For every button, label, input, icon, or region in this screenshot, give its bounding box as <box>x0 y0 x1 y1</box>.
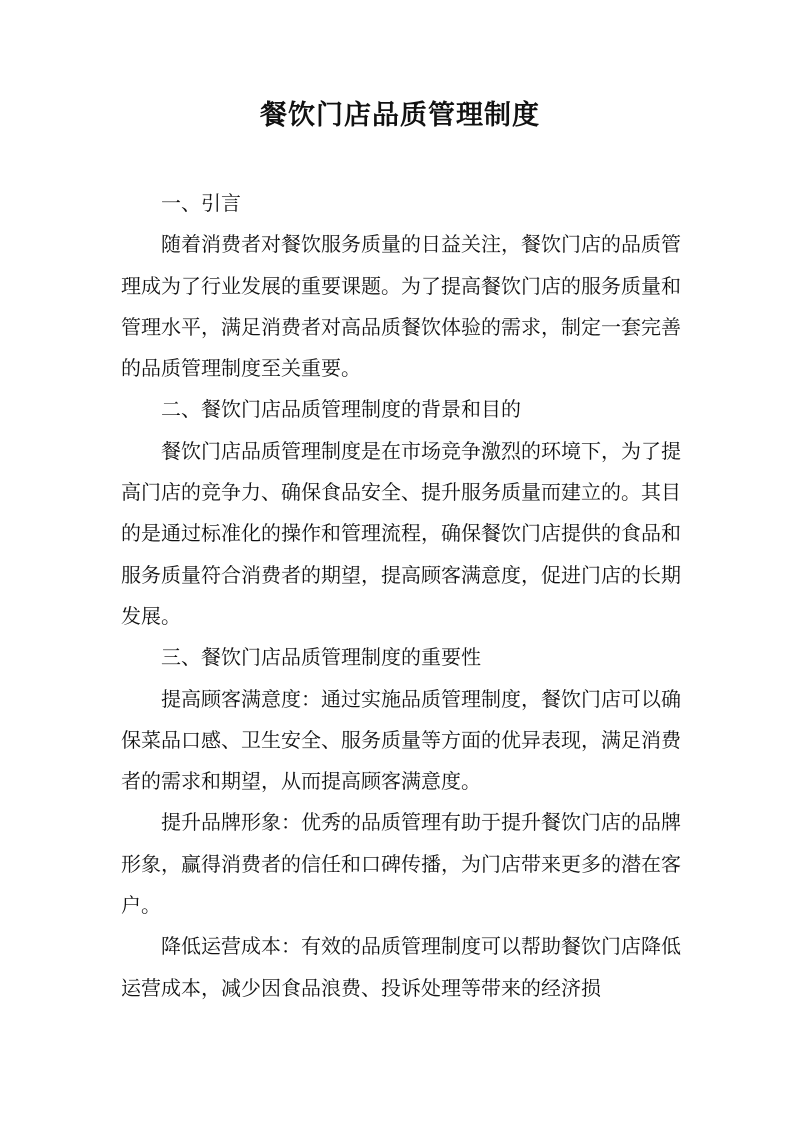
paragraph-operating-cost: 降低运营成本：有效的品质管理制度可以帮助餐饮门店降低运营成本，减少因食品浪费、投诉处理等带来的经济损 <box>121 934 681 1000</box>
paragraph-background: 餐饮门店品质管理制度是在市场竞争激烈的环境下，为了提高门店的竞争力、确保食品安全、提升服务质量而建立的。其目的是通过标准化的操作和管理流程，确保餐饮门店提供的食品和服务质量符合消费者的期望，提高顾客满意度，促进门店的长期发展。 <box>121 438 681 628</box>
document-body <box>121 183 681 1009</box>
document-title: 餐饮门店品质管理制度 <box>260 100 540 131</box>
section-heading-background: 二、餐饮门店品质管理制度的背景和目的 <box>161 397 521 422</box>
paragraph-brand-image: 提升品牌形象：优秀的品质管理有助于提升餐饮门店的品牌形象，赢得消费者的信任和口碑传播，为门店带来更多的潜在客户。 <box>121 810 681 918</box>
paragraph-intro: 随着消费者对餐饮服务质量的日益关注，餐饮门店的品质管理成为了行业发展的重要课题。为了提高餐饮门店的服务质量和管理水平，满足消费者对高品质餐饮体验的需求，制定一套完善的品质管理制度至关重要。 <box>121 232 681 381</box>
paragraph-customer-satisfaction: 提高顾客满意度：通过实施品质管理制度，餐饮门店可以确保菜品口感、卫生安全、服务质量等方面的优异表现，满足消费者的需求和期望，从而提高顾客满意度。 <box>121 686 681 794</box>
section-heading-importance: 三、餐饮门店品质管理制度的重要性 <box>161 645 481 670</box>
section-heading-intro: 一、引言 <box>161 191 241 215</box>
